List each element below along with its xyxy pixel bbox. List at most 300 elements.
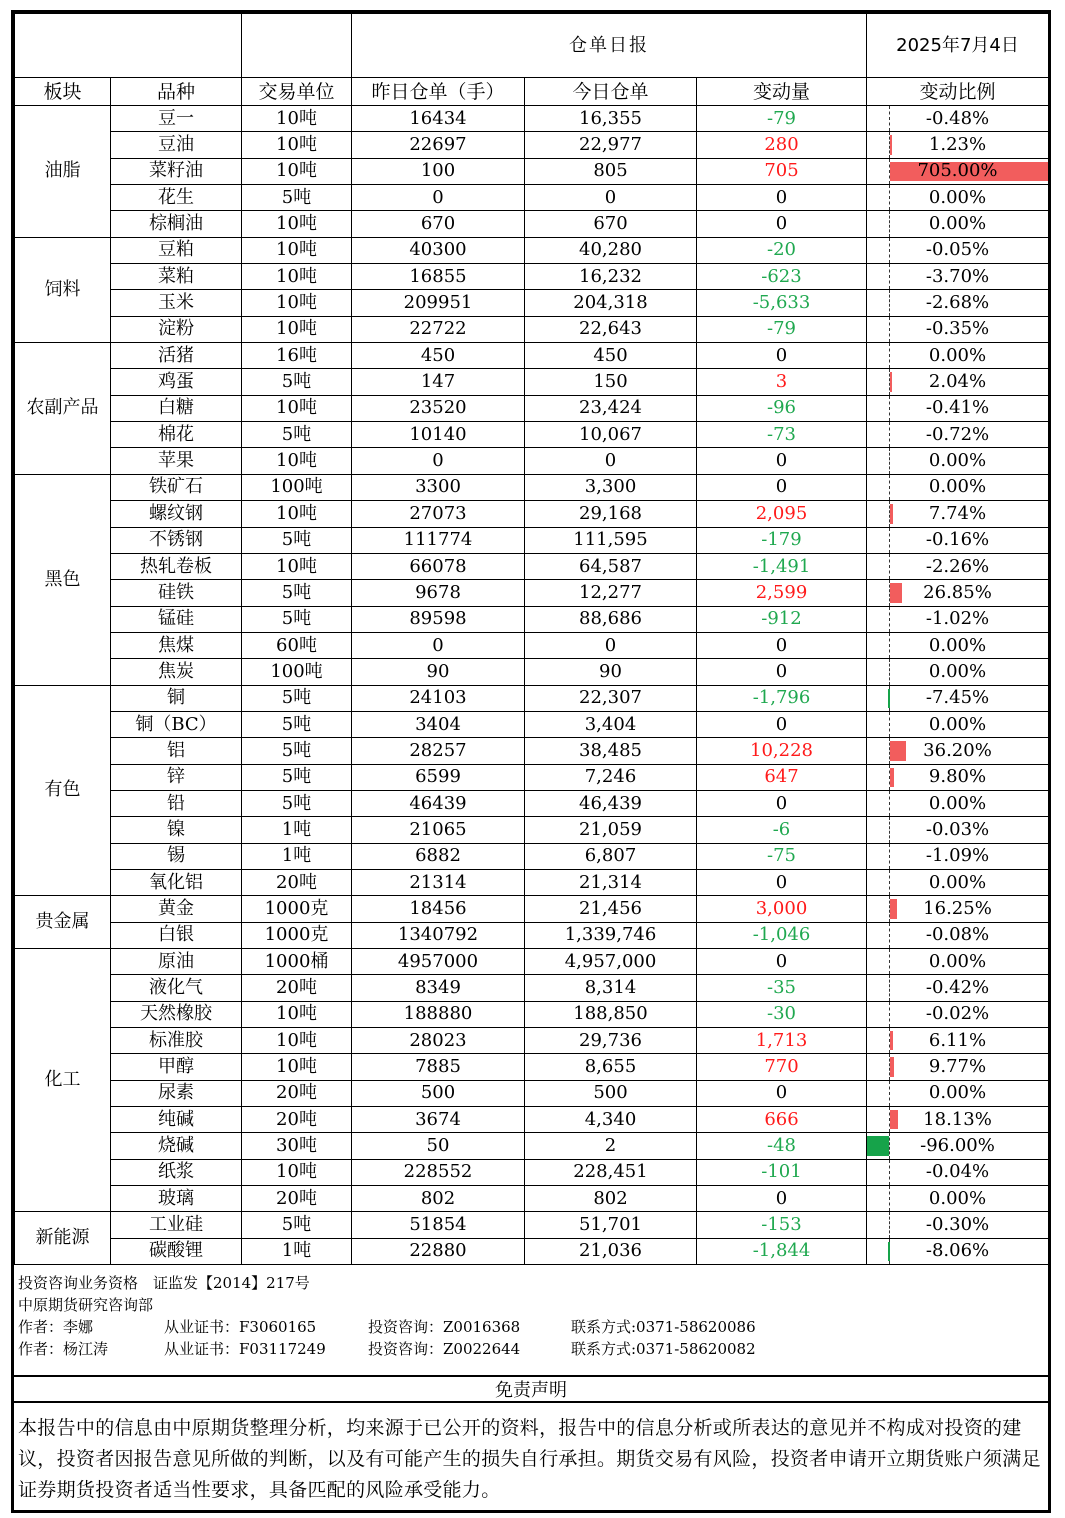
table-row xyxy=(15,922,1049,948)
variety-cell: 烧碱 xyxy=(111,1133,242,1159)
zero-axis-line xyxy=(889,870,890,895)
change-cell: -1,796 xyxy=(697,685,867,711)
ratio-value: 0.00% xyxy=(928,871,987,893)
table-row xyxy=(15,1028,1049,1054)
table-row xyxy=(15,1212,1049,1238)
table-row xyxy=(15,632,1049,658)
unit-cell: 10吨 xyxy=(242,290,352,316)
unit-cell: 10吨 xyxy=(242,264,352,290)
today-receipt-cell: 3,300 xyxy=(525,474,697,500)
prev-receipt-cell: 21314 xyxy=(352,869,525,895)
today-receipt-cell: 22,307 xyxy=(525,685,697,711)
variety-cell: 棉花 xyxy=(111,422,242,448)
table-row xyxy=(15,448,1049,474)
change-cell: 0 xyxy=(697,790,867,816)
author-contact: 联系方式:0371-58620082 xyxy=(571,1340,756,1358)
zero-axis-line xyxy=(889,528,890,553)
warehouse-receipt-table xyxy=(14,13,1049,1265)
unit-cell: 5吨 xyxy=(242,790,352,816)
change-cell: 1,713 xyxy=(697,1028,867,1054)
today-receipt-cell: 38,485 xyxy=(525,738,697,764)
unit-cell: 10吨 xyxy=(242,1159,352,1185)
variety-cell: 碳酸锂 xyxy=(111,1238,242,1264)
ratio-value: 705.00% xyxy=(917,160,998,182)
today-receipt-cell: 46,439 xyxy=(525,790,697,816)
table-row xyxy=(15,606,1049,632)
ratio-value: -0.03% xyxy=(925,818,990,840)
ratio-value: -7.45% xyxy=(925,687,990,709)
change-cell: 0 xyxy=(697,869,867,895)
table-row xyxy=(15,158,1049,184)
today-receipt-cell: 204,318 xyxy=(525,290,697,316)
change-cell: -75 xyxy=(697,843,867,869)
ratio-cell xyxy=(867,632,1049,658)
zero-axis-line xyxy=(889,343,890,368)
table-row xyxy=(15,580,1049,606)
ratio-cell xyxy=(867,1186,1049,1212)
zero-axis-line xyxy=(889,264,890,289)
unit-cell: 10吨 xyxy=(242,395,352,421)
unit-cell: 5吨 xyxy=(242,369,352,395)
ratio-cell xyxy=(867,1054,1049,1080)
positive-ratio-bar xyxy=(890,768,894,787)
ratio-value: -0.08% xyxy=(925,924,990,946)
author-cert: 从业证书：F03117249 xyxy=(164,1340,326,1358)
table-row xyxy=(15,211,1049,237)
unit-cell: 10吨 xyxy=(242,211,352,237)
today-receipt-cell: 8,314 xyxy=(525,975,697,1001)
today-receipt-cell: 111,595 xyxy=(525,527,697,553)
zero-axis-line xyxy=(889,448,890,473)
table-row xyxy=(15,738,1049,764)
unit-cell: 30吨 xyxy=(242,1133,352,1159)
prev-receipt-cell: 802 xyxy=(352,1186,525,1212)
sector-cell: 油脂 xyxy=(15,106,111,238)
unit-cell: 5吨 xyxy=(242,422,352,448)
ratio-cell xyxy=(867,395,1049,421)
prev-receipt-cell: 51854 xyxy=(352,1212,525,1238)
ratio-cell xyxy=(867,211,1049,237)
prev-receipt-cell: 27073 xyxy=(352,501,525,527)
prev-receipt-cell: 8349 xyxy=(352,975,525,1001)
ratio-cell xyxy=(867,369,1049,395)
ratio-cell xyxy=(867,132,1049,158)
change-cell: -35 xyxy=(697,975,867,1001)
unit-cell: 1000克 xyxy=(242,922,352,948)
change-cell: 3 xyxy=(697,369,867,395)
variety-cell: 不锈钢 xyxy=(111,527,242,553)
ratio-cell xyxy=(867,527,1049,553)
positive-ratio-bar xyxy=(890,1057,894,1076)
today-receipt-cell: 23,424 xyxy=(525,395,697,421)
prev-receipt-cell: 9678 xyxy=(352,580,525,606)
unit-cell: 1吨 xyxy=(242,817,352,843)
variety-cell: 工业硅 xyxy=(111,1212,242,1238)
change-cell: -912 xyxy=(697,606,867,632)
variety-cell: 焦炭 xyxy=(111,659,242,685)
zero-axis-line xyxy=(889,817,890,842)
variety-cell: 花生 xyxy=(111,185,242,211)
ratio-value: 0.00% xyxy=(928,660,987,682)
table-row xyxy=(15,237,1049,263)
sector-cell: 有色 xyxy=(15,685,111,896)
prev-receipt-cell: 21065 xyxy=(352,817,525,843)
change-cell: 280 xyxy=(697,132,867,158)
table-row xyxy=(15,343,1049,369)
table-row xyxy=(15,369,1049,395)
variety-cell: 豆油 xyxy=(111,132,242,158)
positive-ratio-bar xyxy=(890,899,897,918)
ratio-cell xyxy=(867,580,1049,606)
unit-cell: 10吨 xyxy=(242,1001,352,1027)
sector-cell: 化工 xyxy=(15,949,111,1212)
zero-axis-line xyxy=(889,211,890,236)
author-cert: 从业证书：F3060165 xyxy=(164,1318,317,1336)
prev-receipt-cell: 100 xyxy=(352,158,525,184)
today-receipt-cell: 4,340 xyxy=(525,1107,697,1133)
prev-receipt-cell: 10140 xyxy=(352,422,525,448)
today-receipt-cell: 802 xyxy=(525,1186,697,1212)
header-sector: 板块 xyxy=(15,78,111,106)
unit-cell: 10吨 xyxy=(242,237,352,263)
change-cell: 0 xyxy=(697,632,867,658)
variety-cell: 白糖 xyxy=(111,395,242,421)
prev-receipt-cell: 500 xyxy=(352,1080,525,1106)
ratio-value: -2.26% xyxy=(925,555,990,577)
today-receipt-cell: 21,314 xyxy=(525,869,697,895)
unit-cell: 1吨 xyxy=(242,1238,352,1264)
prev-receipt-cell: 6882 xyxy=(352,843,525,869)
zero-axis-line xyxy=(889,554,890,579)
variety-cell: 天然橡胶 xyxy=(111,1001,242,1027)
table-row xyxy=(15,290,1049,316)
sector-cell: 新能源 xyxy=(15,1212,111,1265)
today-receipt-cell: 8,655 xyxy=(525,1054,697,1080)
today-receipt-cell: 4,957,000 xyxy=(525,949,697,975)
header-variety: 品种 xyxy=(111,78,242,106)
header-ratio: 变动比例 xyxy=(867,78,1049,106)
prev-receipt-cell: 111774 xyxy=(352,527,525,553)
ratio-cell xyxy=(867,237,1049,263)
table-row xyxy=(15,395,1049,421)
change-cell: -30 xyxy=(697,1001,867,1027)
variety-cell: 尿素 xyxy=(111,1080,242,1106)
zero-axis-line xyxy=(889,396,890,421)
today-receipt-cell: 670 xyxy=(525,211,697,237)
positive-ratio-bar xyxy=(890,1110,898,1129)
disclaimer-body: 本报告中的信息由中原期货整理分析，均来源于已公开的资料，报告中的信息分析或所表达的意见并不构成对投资的建议，投资者因报告意见所做的判断，以及有可能产生的损失自行承担。期货交易有风险，投资者申请开立期货账户须满足证券期货投资者适当性要求，具备匹配的风险承受能力。 xyxy=(18,1417,1041,1501)
prev-receipt-cell: 22697 xyxy=(352,132,525,158)
variety-cell: 铜 xyxy=(111,685,242,711)
prev-receipt-cell: 46439 xyxy=(352,790,525,816)
change-cell: -79 xyxy=(697,106,867,132)
prev-receipt-cell: 3674 xyxy=(352,1107,525,1133)
table-row xyxy=(15,316,1049,342)
table-row xyxy=(15,817,1049,843)
zero-axis-line xyxy=(889,1002,890,1027)
ratio-value: 0.00% xyxy=(928,1082,987,1104)
report-title: 仓单日报 xyxy=(352,14,867,78)
unit-cell: 5吨 xyxy=(242,580,352,606)
unit-cell: 10吨 xyxy=(242,1054,352,1080)
ratio-cell xyxy=(867,553,1049,579)
today-receipt-cell: 88,686 xyxy=(525,606,697,632)
sector-cell: 黑色 xyxy=(15,474,111,685)
ratio-value: 36.20% xyxy=(923,739,992,761)
prev-receipt-cell: 28257 xyxy=(352,738,525,764)
zero-axis-line xyxy=(889,317,890,342)
ratio-cell xyxy=(867,922,1049,948)
ratio-value: -2.68% xyxy=(925,292,990,314)
table-row xyxy=(15,1080,1049,1106)
table-row xyxy=(15,553,1049,579)
table-row xyxy=(15,474,1049,500)
qualification-text: 投资咨询业务资格 证监发【2014】217号 xyxy=(18,1274,310,1292)
unit-cell: 1000克 xyxy=(242,896,352,922)
prev-receipt-cell: 22722 xyxy=(352,316,525,342)
table-row xyxy=(15,501,1049,527)
change-cell: 770 xyxy=(697,1054,867,1080)
change-cell: -79 xyxy=(697,316,867,342)
variety-cell: 淀粉 xyxy=(111,316,242,342)
table-row xyxy=(15,106,1049,132)
today-receipt-cell: 22,643 xyxy=(525,316,697,342)
today-receipt-cell: 450 xyxy=(525,343,697,369)
unit-cell: 5吨 xyxy=(242,527,352,553)
ratio-cell xyxy=(867,501,1049,527)
unit-cell: 10吨 xyxy=(242,106,352,132)
change-cell: 705 xyxy=(697,158,867,184)
today-receipt-cell: 10,067 xyxy=(525,422,697,448)
table-row xyxy=(15,1159,1049,1185)
change-cell: 666 xyxy=(697,1107,867,1133)
change-cell: 0 xyxy=(697,1186,867,1212)
prev-receipt-cell: 22880 xyxy=(352,1238,525,1264)
today-receipt-cell: 0 xyxy=(525,448,697,474)
change-cell: 0 xyxy=(697,1080,867,1106)
variety-cell: 纸浆 xyxy=(111,1159,242,1185)
department-text: 中原期货研究咨询部 xyxy=(18,1296,154,1314)
variety-cell: 焦煤 xyxy=(111,632,242,658)
table-row xyxy=(15,685,1049,711)
header-change: 变动量 xyxy=(697,78,867,106)
ratio-value: 0.00% xyxy=(928,450,987,472)
change-cell: -153 xyxy=(697,1212,867,1238)
author-consult: 投资咨询：Z0022644 xyxy=(368,1340,521,1358)
table-row xyxy=(15,264,1049,290)
prev-receipt-cell: 16855 xyxy=(352,264,525,290)
unit-cell: 10吨 xyxy=(242,448,352,474)
ratio-value: 16.25% xyxy=(923,897,992,919)
ratio-value: -0.41% xyxy=(925,397,990,419)
ratio-value: 0.00% xyxy=(928,213,987,235)
positive-ratio-bar xyxy=(890,741,906,760)
table-row xyxy=(15,975,1049,1001)
prev-receipt-cell: 1340792 xyxy=(352,922,525,948)
table-row xyxy=(15,1054,1049,1080)
prev-receipt-cell: 147 xyxy=(352,369,525,395)
table-row xyxy=(15,422,1049,448)
table-row xyxy=(15,843,1049,869)
today-receipt-cell: 12,277 xyxy=(525,580,697,606)
unit-cell: 1000桶 xyxy=(242,949,352,975)
ratio-cell xyxy=(867,869,1049,895)
variety-cell: 氧化铝 xyxy=(111,869,242,895)
ratio-cell xyxy=(867,1133,1049,1159)
ratio-cell xyxy=(867,158,1049,184)
variety-cell: 菜粕 xyxy=(111,264,242,290)
title-blank-cell-2 xyxy=(242,14,352,78)
ratio-value: 0.00% xyxy=(928,476,987,498)
unit-cell: 1吨 xyxy=(242,843,352,869)
prev-receipt-cell: 6599 xyxy=(352,764,525,790)
ratio-cell xyxy=(867,1107,1049,1133)
unit-cell: 20吨 xyxy=(242,1080,352,1106)
today-receipt-cell: 22,977 xyxy=(525,132,697,158)
today-receipt-cell: 500 xyxy=(525,1080,697,1106)
change-cell: -101 xyxy=(697,1159,867,1185)
ratio-value: -8.06% xyxy=(925,1240,990,1262)
ratio-cell xyxy=(867,764,1049,790)
ratio-value: 18.13% xyxy=(923,1108,992,1130)
change-cell: 10,228 xyxy=(697,738,867,764)
zero-axis-line xyxy=(889,712,890,737)
prev-receipt-cell: 188880 xyxy=(352,1001,525,1027)
table-row xyxy=(15,790,1049,816)
unit-cell: 10吨 xyxy=(242,553,352,579)
variety-cell: 豆一 xyxy=(111,106,242,132)
variety-cell: 纯碱 xyxy=(111,1107,242,1133)
author-consult: 投资咨询：Z0016368 xyxy=(368,1318,521,1336)
prev-receipt-cell: 0 xyxy=(352,632,525,658)
prev-receipt-cell: 66078 xyxy=(352,553,525,579)
ratio-value: -0.48% xyxy=(925,107,990,129)
variety-cell: 苹果 xyxy=(111,448,242,474)
zero-axis-line xyxy=(889,1133,890,1158)
positive-ratio-bar xyxy=(890,135,892,154)
table-row xyxy=(15,711,1049,737)
change-cell: -20 xyxy=(697,237,867,263)
unit-cell: 60吨 xyxy=(242,632,352,658)
table-row xyxy=(15,1133,1049,1159)
title-blank-cell xyxy=(15,14,242,78)
report-sheet xyxy=(11,10,1051,1513)
unit-cell: 5吨 xyxy=(242,685,352,711)
today-receipt-cell: 805 xyxy=(525,158,697,184)
ratio-cell xyxy=(867,1238,1049,1264)
ratio-value: -96.00% xyxy=(920,1135,995,1157)
today-receipt-cell: 0 xyxy=(525,632,697,658)
unit-cell: 5吨 xyxy=(242,764,352,790)
zero-axis-line xyxy=(889,975,890,1000)
prev-receipt-cell: 670 xyxy=(352,211,525,237)
zero-axis-line xyxy=(889,844,890,869)
prev-receipt-cell: 450 xyxy=(352,343,525,369)
table-row xyxy=(15,1238,1049,1264)
variety-cell: 锰硅 xyxy=(111,606,242,632)
prev-receipt-cell: 50 xyxy=(352,1133,525,1159)
ratio-value: 9.80% xyxy=(928,766,987,788)
change-cell: 2,599 xyxy=(697,580,867,606)
sector-cell: 农副产品 xyxy=(15,343,111,475)
table-row xyxy=(15,659,1049,685)
zero-axis-line xyxy=(889,1160,890,1185)
author-contact: 联系方式:0371-58620086 xyxy=(571,1318,756,1336)
ratio-value: 9.77% xyxy=(928,1056,987,1078)
ratio-value: -1.02% xyxy=(925,608,990,630)
zero-axis-line xyxy=(889,106,890,131)
unit-cell: 16吨 xyxy=(242,343,352,369)
change-cell: -48 xyxy=(697,1133,867,1159)
change-cell: -1,844 xyxy=(697,1238,867,1264)
prev-receipt-cell: 4957000 xyxy=(352,949,525,975)
ratio-value: 2.04% xyxy=(928,371,987,393)
prev-receipt-cell: 16434 xyxy=(352,106,525,132)
prev-receipt-cell: 89598 xyxy=(352,606,525,632)
variety-cell: 铜（BC） xyxy=(111,711,242,737)
change-cell: -5,633 xyxy=(697,290,867,316)
ratio-cell xyxy=(867,316,1049,342)
ratio-cell xyxy=(867,896,1049,922)
ratio-cell xyxy=(867,949,1049,975)
zero-axis-line xyxy=(889,290,890,315)
ratio-cell xyxy=(867,290,1049,316)
table-row xyxy=(15,896,1049,922)
prev-receipt-cell: 90 xyxy=(352,659,525,685)
ratio-cell xyxy=(867,738,1049,764)
ratio-value: -0.30% xyxy=(925,1214,990,1236)
ratio-cell xyxy=(867,843,1049,869)
unit-cell: 10吨 xyxy=(242,132,352,158)
prev-receipt-cell: 228552 xyxy=(352,1159,525,1185)
ratio-cell xyxy=(867,711,1049,737)
unit-cell: 10吨 xyxy=(242,158,352,184)
negative-ratio-bar xyxy=(867,1136,889,1155)
unit-cell: 5吨 xyxy=(242,606,352,632)
zero-axis-line xyxy=(889,1212,890,1237)
today-receipt-cell: 51,701 xyxy=(525,1212,697,1238)
ratio-value: -0.04% xyxy=(925,1161,990,1183)
variety-cell: 豆粕 xyxy=(111,237,242,263)
unit-cell: 20吨 xyxy=(242,1186,352,1212)
today-receipt-cell: 2 xyxy=(525,1133,697,1159)
ratio-cell xyxy=(867,1159,1049,1185)
ratio-cell xyxy=(867,1080,1049,1106)
ratio-value: -1.09% xyxy=(925,845,990,867)
zero-axis-line xyxy=(889,607,890,632)
author-name: 作者：李娜 xyxy=(18,1318,94,1336)
change-cell: -6 xyxy=(697,817,867,843)
negative-ratio-bar xyxy=(888,689,890,708)
prev-receipt-cell: 7885 xyxy=(352,1054,525,1080)
today-receipt-cell: 188,850 xyxy=(525,1001,697,1027)
ratio-value: 26.85% xyxy=(923,581,992,603)
prev-receipt-cell: 209951 xyxy=(352,290,525,316)
variety-cell: 黄金 xyxy=(111,896,242,922)
variety-cell: 硅铁 xyxy=(111,580,242,606)
sector-cell: 饲料 xyxy=(15,237,111,342)
zero-axis-line xyxy=(889,659,890,684)
today-receipt-cell: 40,280 xyxy=(525,237,697,263)
variety-cell: 玻璃 xyxy=(111,1186,242,1212)
change-cell: 3,000 xyxy=(697,896,867,922)
variety-cell: 铅 xyxy=(111,790,242,816)
ratio-cell xyxy=(867,1212,1049,1238)
positive-ratio-bar xyxy=(890,372,892,391)
ratio-value: 0.00% xyxy=(928,634,987,656)
variety-cell: 玉米 xyxy=(111,290,242,316)
zero-axis-line xyxy=(889,791,890,816)
